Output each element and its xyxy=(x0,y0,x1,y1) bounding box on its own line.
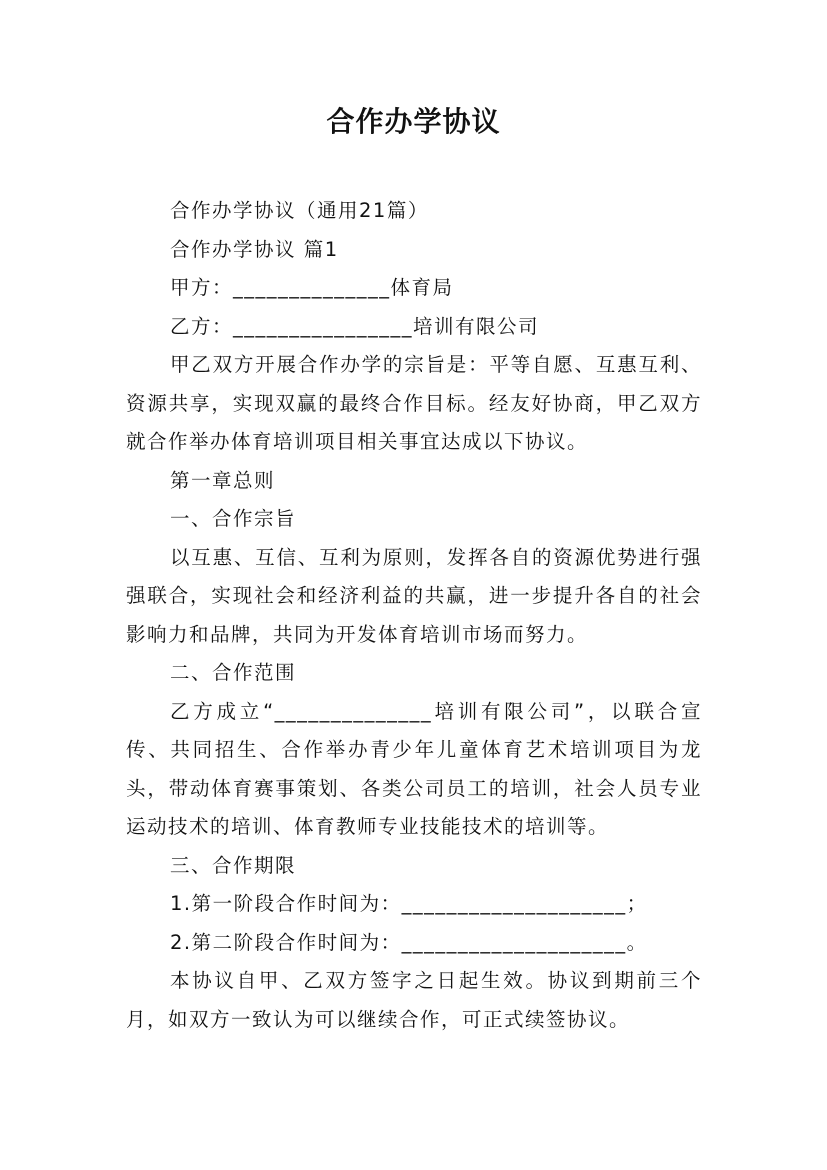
paragraph-party-b: 乙方：________________培训有限公司 xyxy=(170,314,540,338)
paragraph-part-heading: 合作办学协议 篇1 xyxy=(170,237,339,261)
paragraph-subtitle: 合作办学协议（通用21篇） xyxy=(170,199,429,222)
paragraph-section-2-text: 乙方成立“______________培训有限公司”，以联合宣传、共同招生、合作举办青少年儿童体育艺术培训项目为龙头，带动体育赛事策划、各类公司员工的培训，社会人员专业运动技术的培训、体育教师专业技能技术的培训等。 xyxy=(126,699,702,838)
paragraph-effective: 本协议自甲、乙双方签字之日起生效。协议到期前三个月，如双方一致认为可以继续合作，可正式续签协议。 xyxy=(126,969,702,1031)
paragraph-chapter-heading: 第一章总则 xyxy=(170,468,276,492)
paragraph-section-1-text: 以互惠、互信、互利为原则，发挥各自的资源优势进行强强联合，实现社会和经济利益的共赢，进一步提升各自的社会影响力和品牌，共同为开发体育培训市场而努力。 xyxy=(126,545,702,646)
paragraph-stage-1: 1.第一阶段合作时间为：____________________； xyxy=(170,892,648,915)
document-title: 合作办学协议 xyxy=(326,105,501,138)
paragraph-purpose: 甲乙双方开展合作办学的宗旨是：平等自愿、互惠互利、资源共享，实现双赢的最终合作目标。经友好协商，甲乙双方就合作举办体育培训项目相关事宜达成以下协议。 xyxy=(126,353,702,453)
paragraph-section-3-heading: 三、合作期限 xyxy=(170,853,297,877)
paragraph-party-a: 甲方：______________体育局 xyxy=(170,276,454,299)
document-body xyxy=(126,192,702,1039)
paragraph-stage-2: 2.第二阶段合作时间为：____________________。 xyxy=(170,930,648,954)
paragraph-section-1-heading: 一、合作宗旨 xyxy=(170,507,297,530)
paragraph-section-2-heading: 二、合作范围 xyxy=(170,661,297,684)
